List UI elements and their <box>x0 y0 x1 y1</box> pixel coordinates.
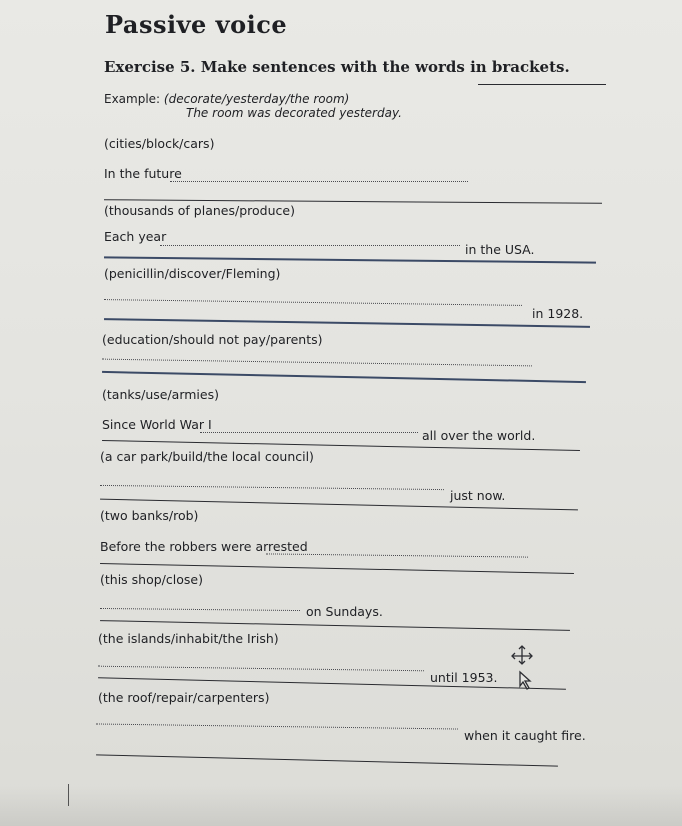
example-prompt <box>104 92 349 106</box>
item-cue: (thousands of planes/produce) <box>104 203 295 218</box>
answer-blank[interactable] <box>100 608 300 611</box>
item-cue: (tanks/use/armies) <box>102 387 219 402</box>
item-cue: (a car park/build/the local council) <box>100 449 314 464</box>
item-stem-after: in 1928. <box>532 306 584 321</box>
answer-blank[interactable] <box>100 485 444 490</box>
answer-blank[interactable] <box>160 245 460 246</box>
answer-blank[interactable] <box>102 359 532 367</box>
writing-line <box>104 318 590 328</box>
item-cue: (two banks/rob) <box>100 508 199 523</box>
page-title: Passive voice <box>105 10 288 39</box>
example-cue: (decorate/yesterday/the room) <box>163 92 350 106</box>
item-stem-after: until 1953. <box>430 670 498 685</box>
answer-blank[interactable] <box>98 666 424 672</box>
item-cue: (the roof/repair/carpenters) <box>98 690 270 705</box>
item-stem-after: on Sundays. <box>306 604 383 619</box>
item-stem-before: In the future <box>104 166 182 181</box>
answer-blank[interactable] <box>200 432 418 433</box>
answer-blank[interactable] <box>104 299 522 306</box>
writing-line <box>96 754 558 766</box>
item-stem-after: in the USA. <box>465 242 535 257</box>
example-answer: The room was decorated yesterday. <box>186 106 402 120</box>
item-stem-after: all over the world. <box>422 428 536 443</box>
answer-blank[interactable] <box>170 181 468 182</box>
item-cue: (cities/block/cars) <box>104 136 215 151</box>
item-stem-after: when it caught fire. <box>464 728 586 743</box>
exercise-heading: Exercise 5. Make sentences with the words in brackets. <box>104 58 570 76</box>
example-label: Example: <box>104 92 164 106</box>
answer-blank[interactable] <box>96 723 458 729</box>
item-stem-after: just now. <box>450 488 506 503</box>
item-cue: (penicillin/discover/Fleming) <box>104 266 281 281</box>
item-stem-before: Since World War I <box>102 417 212 432</box>
writing-line <box>100 620 570 631</box>
item-stem-before: Each year <box>104 229 167 244</box>
item-cue: (this shop/close) <box>100 572 203 587</box>
item-cue: (the islands/inhabit/the Irish) <box>98 631 279 646</box>
item-stem-before: Before the robbers were arrested <box>100 539 308 554</box>
writing-line <box>102 371 586 383</box>
move-cursor-icon <box>508 642 544 690</box>
exercise-blank-line <box>478 84 606 85</box>
writing-line <box>104 256 596 263</box>
page-shadow <box>0 786 682 826</box>
answer-blank[interactable] <box>266 553 528 557</box>
item-cue: (education/should not pay/parents) <box>102 332 323 347</box>
